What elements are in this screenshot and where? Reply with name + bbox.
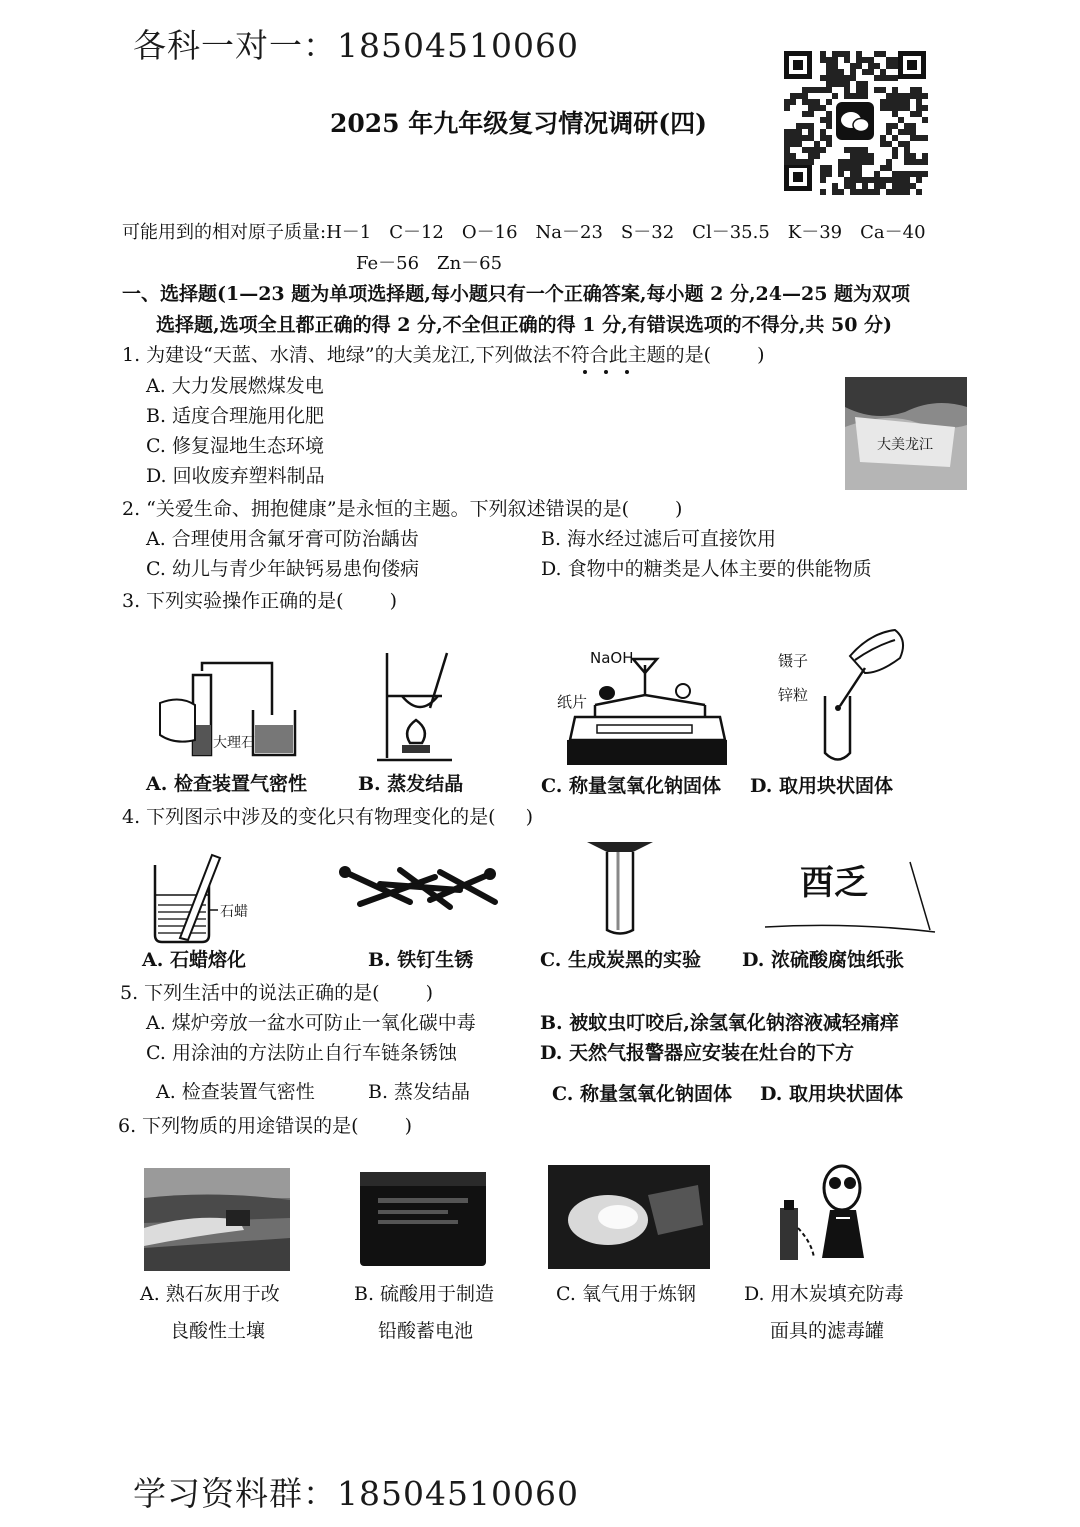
emphasis-dot <box>625 370 629 374</box>
q4-figure-wax <box>150 850 260 945</box>
q4-option-b: B. 铁钉生锈 <box>368 949 474 971</box>
header-contact: 各科一对一：18504510060 <box>133 26 579 65</box>
footer-group: 学习资料群：18504510060 <box>133 1474 579 1513</box>
section1-instructions-line1: 一、选择题(1—23 题为单项选择题,每小题只有一个正确答案,每小题 2 分,24—25 题为双项 <box>122 283 911 305</box>
q2-option-c: C. 幼儿与青少年缺钙易患佝偻病 <box>146 558 419 580</box>
q4-option-c: C. 生成炭黑的实验 <box>540 949 702 971</box>
q1-option-c: C. 修复湿地生态环境 <box>146 435 324 457</box>
q1-image-text: 大美龙江 <box>877 437 933 453</box>
q4-stem: 4. 下列图示中涉及的变化只有物理变化的是( ) <box>122 806 534 828</box>
q6-photo-battery <box>358 1168 488 1268</box>
q5-stem: 5. 下列生活中的说法正确的是( ) <box>120 982 434 1004</box>
q3-label-marble: 大理石 <box>213 735 255 751</box>
q3-option-c: C. 称量氢氧化钠固体 <box>541 775 722 797</box>
q6-option-a-line2: 良酸性土壤 <box>170 1320 266 1342</box>
q6-option-a-line1: A. 熟石灰用于改 <box>140 1283 280 1305</box>
q3-label-zinc: 锌粒 <box>778 686 809 704</box>
q4-figure-carbon-black <box>585 838 655 940</box>
dameilongjiang-photo <box>845 377 967 490</box>
q3-option-b: B. 蒸发结晶 <box>358 773 464 795</box>
q6-photo-field <box>144 1168 290 1271</box>
q5-stray-option-d: D. 取用块状固体 <box>760 1083 904 1105</box>
q3-figure-evaporation <box>372 648 462 768</box>
q2-option-a: A. 合理使用含氟牙膏可防治龋齿 <box>146 528 419 550</box>
q3-label-paper: 纸片 <box>557 693 588 711</box>
q6-option-d-line2: 面具的滤毒罐 <box>770 1320 885 1342</box>
q6-option-b-line2: 铅酸蓄电池 <box>378 1320 474 1342</box>
q4-paper-char: 酉乏 <box>800 863 868 903</box>
q5-stray-option-a: A. 检查装置气密性 <box>156 1081 315 1103</box>
qr-code <box>780 47 930 195</box>
q3-figure-tweezers <box>770 628 920 768</box>
q6-figure-gasmask <box>772 1158 892 1268</box>
q5-option-d: D. 天然气报警器应安装在灶台的下方 <box>540 1042 855 1064</box>
q5-option-b: B. 被蚊虫叮咬后,涂氢氧化钠溶液减轻痛痒 <box>540 1012 899 1034</box>
q4-figure-paper <box>760 852 940 937</box>
q3-option-a: A. 检查装置气密性 <box>146 773 307 795</box>
q2-option-b: B. 海水经过滤后可直接饮用 <box>541 528 777 550</box>
q2-option-d: D. 食物中的糖类是人体主要的供能物质 <box>541 558 872 580</box>
q4-option-a: A. 石蜡熔化 <box>142 949 246 971</box>
q1-option-d: D. 回收废弃塑料制品 <box>146 465 325 487</box>
q5-stray-option-c: C. 称量氢氧化钠固体 <box>552 1083 733 1105</box>
q6-photo-steel <box>548 1165 710 1269</box>
q5-option-c: C. 用涂油的方法防止自行车链条锈蚀 <box>146 1042 457 1064</box>
q5-option-a: A. 煤炉旁放一盆水可防止一氧化碳中毒 <box>146 1012 476 1034</box>
q1-option-a: A. 大力发展燃煤发电 <box>146 375 324 397</box>
q3-label-tweezers: 镊子 <box>778 652 809 670</box>
q3-stem: 3. 下列实验操作正确的是( ) <box>122 590 398 612</box>
q6-option-b-line1: B. 硫酸用于制造 <box>354 1283 495 1305</box>
q3-figure-balance <box>555 645 730 770</box>
q3-label-naoh: NaOH <box>590 649 634 667</box>
emphasis-dot <box>583 370 587 374</box>
exam-title: 2025 年九年级复习情况调研(四) <box>330 109 707 138</box>
q1-option-b: B. 适度合理施用化肥 <box>146 405 325 427</box>
q6-stem: 6. 下列物质的用途错误的是( ) <box>118 1115 413 1137</box>
q3-option-d: D. 取用块状固体 <box>750 775 894 797</box>
q4-option-d: D. 浓硫酸腐蚀纸张 <box>742 949 905 971</box>
q6-option-c-line1: C. 氧气用于炼钢 <box>556 1283 696 1305</box>
q2-stem: 2. “关爱生命、拥抱健康”是永恒的主题。下列叙述错误的是( ) <box>122 498 683 520</box>
q6-option-d-line1: D. 用木炭填充防毒 <box>744 1283 904 1305</box>
atomic-masses-line1: 可能用到的相对原子质量:H－1 C－12 O－16 Na－23 S－32 Cl－35.5 K－39 Ca－40 <box>122 222 926 243</box>
q4-label-wax: 石蜡 <box>220 904 248 920</box>
q5-stray-option-b: B. 蒸发结晶 <box>368 1081 471 1103</box>
section1-instructions-line2: 选择题,选项全且都正确的得 2 分,不全但正确的得 1 分,有错误选项的不得分,共 50 分) <box>156 314 893 336</box>
q4-figure-nails <box>340 862 500 912</box>
emphasis-dot <box>604 370 608 374</box>
q3-figure-airtightness <box>155 655 315 765</box>
atomic-masses-line2: Fe－56 Zn－65 <box>356 253 503 274</box>
q1-stem: 1. 为建设“天蓝、水清、地绿”的大美龙江,下列做法不符合此主题的是( ) <box>122 344 765 366</box>
